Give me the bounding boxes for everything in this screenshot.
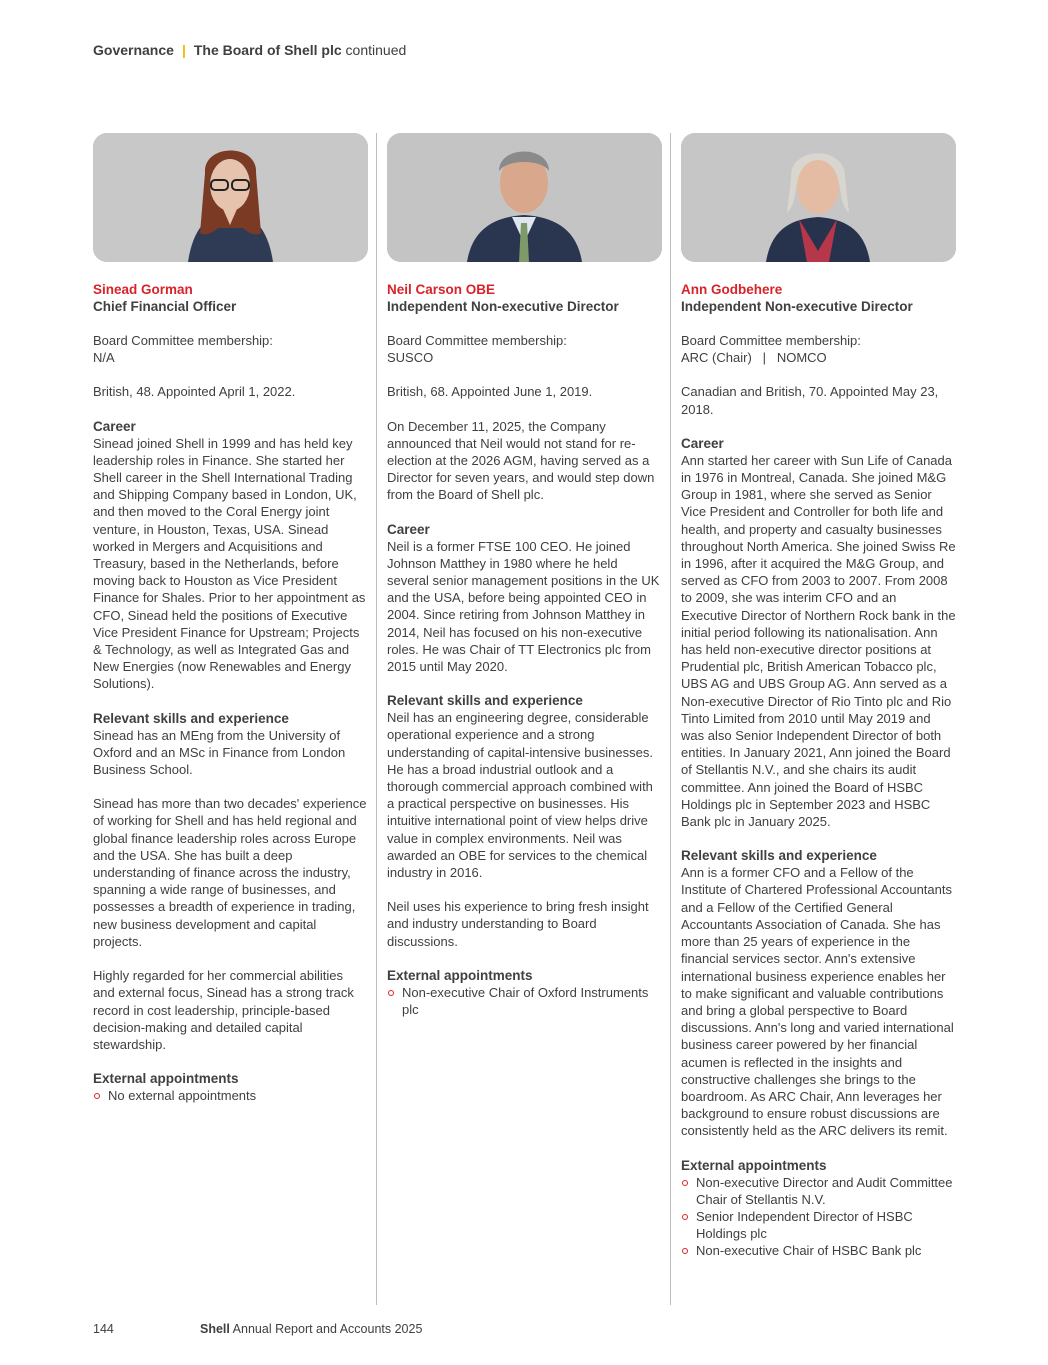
external-heading: External appointments [93, 1071, 239, 1087]
portrait-photo [387, 133, 662, 262]
career-heading: Career [387, 521, 430, 537]
member-name: Ann Godbehere [681, 282, 783, 297]
member-bio: British, 48. Appointed April 1, 2022. [93, 384, 296, 400]
footer-brand: Shell [200, 1322, 230, 1336]
external-appointments-list [93, 1087, 368, 1104]
column-divider [376, 133, 377, 1305]
skills-text: Sinead has an MEng from the University of Oxford and an MSc in Finance from London Business School. [93, 727, 346, 778]
external-appointment-item: Non-executive Director and Audit Committee Chair of Stellantis N.V. [681, 1174, 956, 1208]
header-separator: | [181, 42, 186, 58]
external-heading: External appointments [387, 967, 533, 983]
skills-text: Highly regarded for her commercial abilities and external focus, Sinead has a strong track record in cost leadership, principle-based decision-making and detailed capital stewardship. [93, 968, 354, 1052]
skills-heading: Relevant skills and experience [681, 848, 877, 864]
external-appointment-item: Non-executive Chair of HSBC Bank plc [681, 1242, 956, 1259]
portrait-photo [681, 133, 956, 262]
board-member-card [681, 133, 956, 1260]
external-heading: External appointments [681, 1157, 827, 1173]
board-member-card [93, 133, 368, 1104]
member-name: Sinead Gorman [93, 282, 193, 297]
external-appointments-list [387, 984, 662, 1018]
header-title: The Board of Shell plc [193, 42, 342, 58]
member-role: Chief Financial Officer [93, 299, 237, 314]
career-heading: Career [93, 418, 136, 434]
footer-report: Annual Report and Accounts 2025 [232, 1322, 423, 1336]
external-appointments-list [681, 1174, 956, 1260]
external-appointment-item: No external appointments [93, 1087, 368, 1104]
skills-text: Sinead has more than two decades' experience of working for Shell and has held regional and global finance leadership roles across Europe and the USA. She has built a deep understanding of finance across the industry, spanning a wide range of businesses, and possesses a breadth of experience in trading, new business development and capital projects. [93, 796, 367, 949]
member-role: Independent Non-executive Director [681, 299, 913, 314]
career-text: Sinead joined Shell in 1999 and has held key leadership roles in Finance. She started her Shell career in the Shell International Trading and Shipping Company based in London, UK, and then moved to the Coral Energy joint venture, in Houston, Texas, USA. Sinead worked in Mergers and Acquisitions and Treasury, based in the Netherlands, before moving back to Houston as Vice President Finance for Shales. Prior to her appointment as CFO, Sinead held the positions of Executive Vice President Finance for Upstream; Projects & Technology, as well as Integrated Gas and New Energies (now Renewables and Energy Solutions). [93, 435, 366, 692]
footer-report-title [200, 1322, 422, 1336]
header-section: Governance [93, 42, 174, 58]
member-bio: Canadian and British, 70. Appointed May 23, 2018. [681, 384, 939, 417]
committee-membership: N/A [93, 350, 115, 366]
committee-label: Board Committee membership: [93, 333, 273, 348]
external-appointment-item: Senior Independent Director of HSBC Holdings plc [681, 1208, 956, 1242]
committee-membership: ARC (Chair) | NOMCO [681, 350, 827, 366]
page-header [93, 42, 406, 58]
skills-heading: Relevant skills and experience [387, 693, 583, 709]
career-heading: Career [681, 435, 724, 451]
career-text: Ann started her career with Sun Life of Canada in 1976 in Montreal, Canada. She joined M&G Group in 1981, where she served as Senior Vice President and Controller for both life and health, and property and casualty businesses throughout North America. She joined Swiss Re in 1996, after it acquired the M&G Group, and served as CFO from 2003 to 2007. From 2008 to 2009, she was interim CFO and an Executive Director of Northern Rock bank in the initial period following its nationalisation. Ann has held non-executive director positions at Prudential plc, British American Tobacco plc, UBS AG and UBS Group AG. Ann served as a Non-executive Director of Rio Tinto plc and Rio Tinto Limited from 2010 until May 2019 and was also Senior Independent Director of both entities. In January 2021, Ann joined the Board of Stellantis N.V., and she chairs its audit committee. Ann joined the Board of HSBC Holdings plc in September 2023 and HSBC Bank plc in January 2025. [681, 452, 956, 830]
committee-label: Board Committee membership: [681, 333, 861, 348]
board-member-card [387, 133, 662, 1018]
external-appointment-item: Non-executive Chair of Oxford Instruments plc [387, 984, 662, 1018]
skills-text: Ann is a former CFO and a Fellow of the Institute of Chartered Professional Accountants and a Fellow of the Certified General Accountants Association of Canada. She has more than 25 years of experience in the financial services sector. Ann's extensive international business experience enables her to make significant and valuable contributions and bring a global perspective to Board discussions. Ann's long and varied international business career powered by her financial acumen is reflected in the insights and constructive challenges she brings to the boardroom. As ARC Chair, Ann leverages her background to ensure robust discussions are consistently held as the ARC delivers its remit. [681, 865, 954, 1139]
member-role: Independent Non-executive Director [387, 299, 619, 314]
portrait-photo [93, 133, 368, 262]
career-text: Neil is a former FTSE 100 CEO. He joined Johnson Matthey in 1980 where he held several senior management positions in the UK and the USA, before being appointed CEO in 2004. Since retiring from Johnson Matthey in 2014, Neil has focused on his non-executive roles. He was Chair of TT Electronics plc from 2015 until May 2020. [387, 538, 660, 675]
member-bio: British, 68. Appointed June 1, 2019. [387, 384, 593, 400]
committee-membership: SUSCO [387, 350, 434, 366]
skills-text: Neil uses his experience to bring fresh insight and industry understanding to Board discussions. [387, 899, 649, 949]
column-divider [670, 133, 671, 1305]
member-note: On December 11, 2025, the Company announced that Neil would not stand for re-election at the 2026 AGM, having served as a Director for seven years, and would step down from the Board of Shell plc. [387, 418, 655, 503]
page-number: 144 [93, 1322, 114, 1336]
skills-heading: Relevant skills and experience [93, 710, 289, 726]
header-suffix: continued [345, 42, 407, 58]
skills-text: Neil has an engineering degree, considerable operational experience and a strong understanding of capital-intensive businesses. He has a broad industrial outlook and a thorough commercial approach combined with a practical perspective on businesses. His intuitive international point of view helps drive value in complex environments. Neil was awarded an OBE for services to the chemical industry in 2016. [387, 710, 653, 881]
committee-label: Board Committee membership: [387, 333, 567, 348]
member-name: Neil Carson OBE [387, 282, 496, 297]
